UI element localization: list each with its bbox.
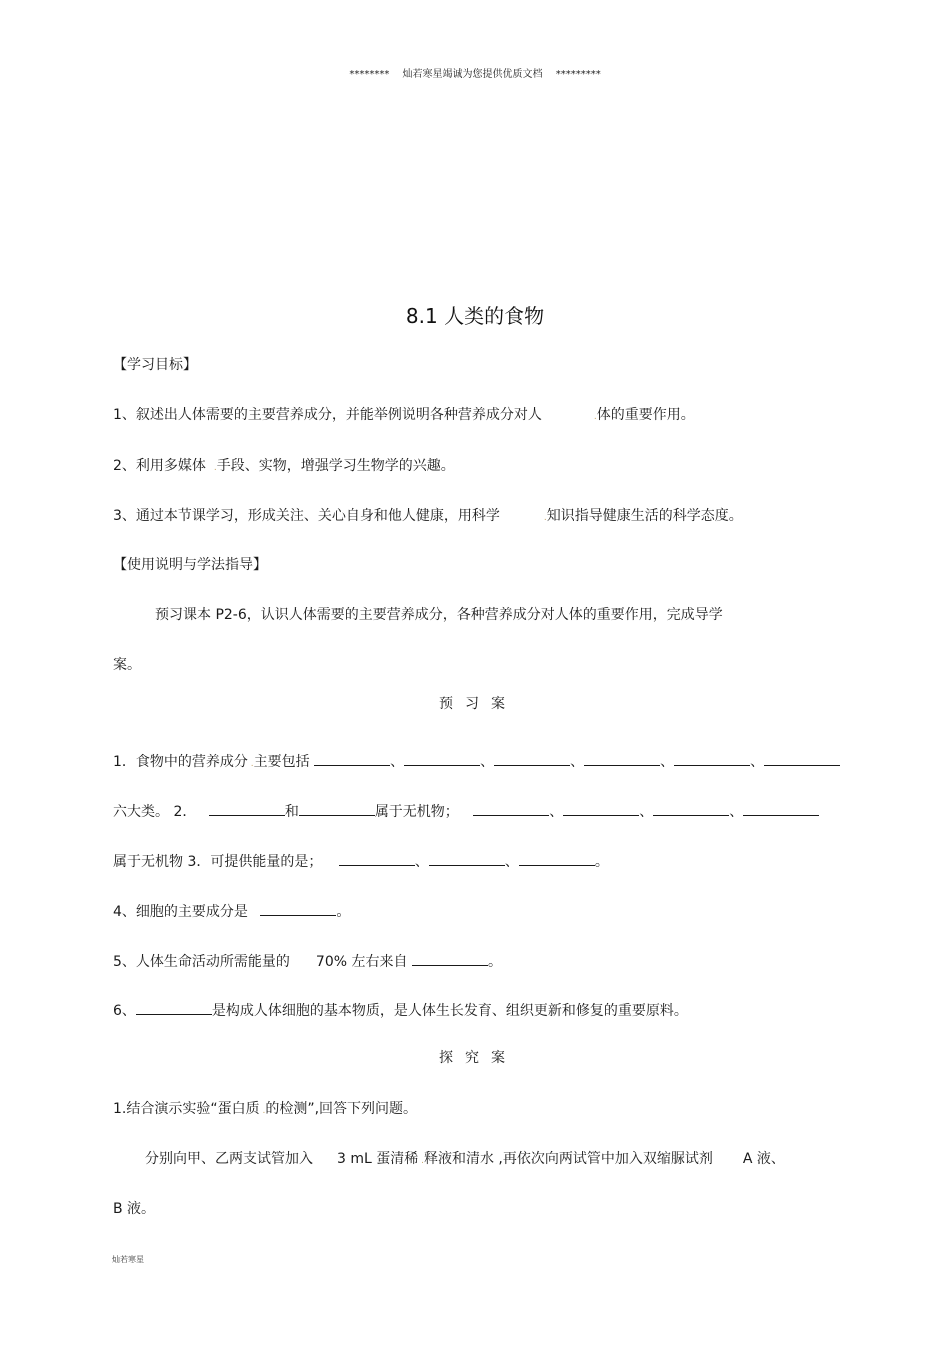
answer-blank[interactable] bbox=[473, 801, 549, 816]
separator: 、 bbox=[549, 804, 564, 820]
goal-3 bbox=[113, 507, 743, 527]
answer-blank[interactable] bbox=[209, 801, 285, 816]
dot-mark: . bbox=[247, 759, 254, 769]
header-stars-left: ******** bbox=[349, 69, 390, 80]
answer-blank[interactable] bbox=[404, 751, 480, 766]
q1-prefix: 1．食物中的营养成分 bbox=[113, 754, 248, 770]
question-1-line-1 bbox=[113, 751, 840, 773]
goal-3-text-a: 3、通过本节课学习，形成关注、关心自身和他人健康，用科学 bbox=[113, 508, 500, 524]
preview-heading: 预习案 bbox=[439, 696, 517, 712]
q6-prefix: 6、 bbox=[113, 1003, 136, 1019]
explore-2-text-c: 释液和清水 ,再依次向两试管中加入双缩脲试剂 bbox=[423, 1151, 713, 1167]
question-5 bbox=[113, 951, 502, 971]
goal-3-text-b: 知识指导健康生活的科学态度。 bbox=[546, 508, 743, 524]
page-header bbox=[0, 68, 950, 82]
separator: 、 bbox=[729, 804, 744, 820]
question-1-line-2 bbox=[113, 801, 819, 821]
q5-text-b: 70% 左右来自 bbox=[315, 954, 408, 970]
q2-suffix: 属于无机物； bbox=[374, 804, 459, 820]
question-4 bbox=[113, 901, 350, 921]
explore-item-2 bbox=[145, 1150, 785, 1170]
explore-item-1 bbox=[113, 1100, 417, 1120]
answer-blank[interactable] bbox=[314, 751, 390, 766]
usage-line-2: 案。 bbox=[113, 657, 141, 673]
answer-blank[interactable] bbox=[494, 751, 570, 766]
explore-1-text-a: 1.结合演示实验“蛋白质 bbox=[113, 1101, 260, 1117]
dot-mark: . bbox=[418, 1156, 424, 1166]
page-title: 8.1 人类的食物 bbox=[405, 304, 545, 328]
page-footer: 灿若寒星 bbox=[112, 1255, 144, 1264]
answer-blank[interactable] bbox=[260, 901, 336, 916]
answer-blank[interactable] bbox=[563, 801, 639, 816]
separator: 、 bbox=[750, 754, 765, 770]
q1-mid: 主要包括 bbox=[253, 754, 310, 770]
header-text: 灿若寒星竭诚为您提供优质文档 bbox=[402, 69, 543, 80]
dot-mark: . bbox=[259, 1106, 266, 1116]
goal-2-text-a: 2、利用多媒体 bbox=[113, 458, 206, 474]
q6-text: 是构成人体细胞的基本物质，是人体生长发育、组织更新和修复的重要原料。 bbox=[211, 1003, 688, 1019]
answer-blank[interactable] bbox=[764, 751, 840, 766]
explore-2-text-b: 3 mL 蛋清稀 bbox=[337, 1151, 419, 1167]
section-usage-heading: 【使用说明与学法指导】 bbox=[113, 557, 267, 573]
answer-blank[interactable] bbox=[519, 851, 595, 866]
explore-item-3: B 液。 bbox=[113, 1201, 156, 1217]
q5-text-a: 5、人体生命活动所需能量的 bbox=[113, 954, 290, 970]
answer-blank[interactable] bbox=[429, 851, 505, 866]
explore-2-text-d: A 液、 bbox=[742, 1151, 785, 1167]
separator: 、 bbox=[660, 754, 675, 770]
answer-blank[interactable] bbox=[136, 1000, 212, 1015]
answer-blank[interactable] bbox=[299, 801, 375, 816]
dot-mark: . bbox=[543, 513, 547, 523]
goal-2 bbox=[113, 457, 455, 477]
section-goals-heading: 【学习目标】 bbox=[113, 357, 197, 373]
answer-blank[interactable] bbox=[412, 951, 488, 966]
question-6 bbox=[113, 1000, 688, 1020]
explore-1-text-b: 的检测”,回答下列问题。 bbox=[265, 1101, 418, 1117]
q3-prefix: 属于无机物 3．可提供能量的是； bbox=[113, 854, 323, 870]
goal-1 bbox=[113, 406, 695, 426]
dot-mark: . bbox=[593, 412, 597, 422]
period: 。 bbox=[336, 904, 351, 920]
separator: 、 bbox=[390, 754, 405, 770]
q2-and: 和 bbox=[284, 804, 299, 820]
separator: 、 bbox=[480, 754, 495, 770]
usage-line-1: 预习课本 P2-6，认识人体需要的主要营养成分，各种营养成分对人体的重要作用，完成导学 bbox=[155, 607, 723, 623]
q4-text: 4、细胞的主要成分是 bbox=[113, 904, 248, 920]
period: 。 bbox=[487, 954, 502, 970]
goal-1-text-a: 1、叙述出人体需要的主要营养成分，并能举例说明各种营养成分对人 bbox=[113, 407, 542, 423]
header-stars-right: ********* bbox=[555, 69, 601, 80]
goal-1-text-b: 体的重要作用。 bbox=[596, 407, 695, 423]
separator: 、 bbox=[570, 754, 585, 770]
answer-blank[interactable] bbox=[584, 751, 660, 766]
explore-heading: 探究案 bbox=[439, 1050, 517, 1066]
period: 。 bbox=[594, 854, 609, 870]
question-3-line bbox=[113, 851, 609, 871]
goal-2-text-b: 手段、实物，增强学习生物学的兴趣。 bbox=[216, 458, 455, 474]
dot-mark: . bbox=[213, 463, 217, 473]
answer-blank[interactable] bbox=[339, 851, 415, 866]
answer-blank[interactable] bbox=[653, 801, 729, 816]
answer-blank[interactable] bbox=[743, 801, 819, 816]
answer-blank[interactable] bbox=[674, 751, 750, 766]
separator: 、 bbox=[504, 854, 519, 870]
separator: 、 bbox=[414, 854, 429, 870]
q2-prefix: 六大类。 2． bbox=[113, 804, 197, 820]
explore-2-text-a: 分别向甲、乙两支试管加入 bbox=[145, 1151, 313, 1167]
separator: 、 bbox=[639, 804, 654, 820]
